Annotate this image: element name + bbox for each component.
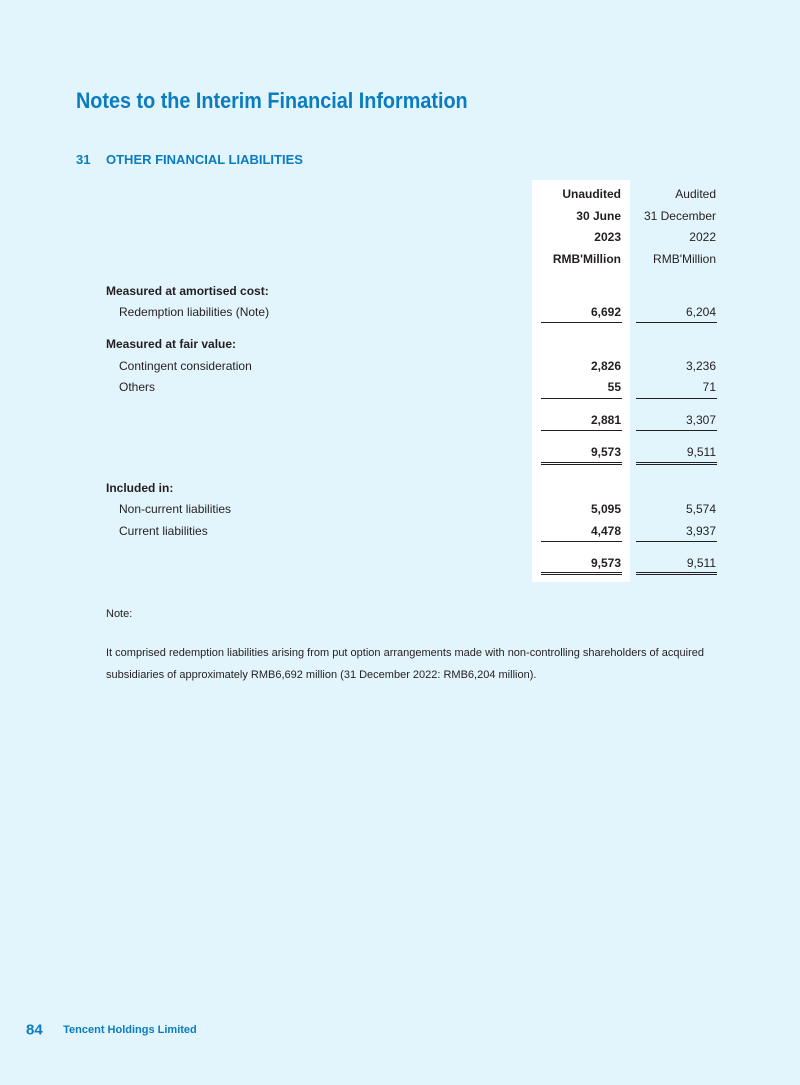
company-name: Tencent Holdings Limited [63,1023,197,1036]
rule-line [636,322,717,323]
page-number: 84 [26,1021,43,1039]
fair-subtotal-2023: 2,881 [590,413,621,427]
non-current-row [0,499,800,519]
header-row-date [0,206,800,226]
col2-unit: RMB'Million [653,252,716,266]
fair-subtotal-row [0,410,800,430]
total-2022: 9,511 [686,445,716,459]
current-2022: 3,937 [685,524,716,538]
redemption-value-2023: 6,692 [590,305,621,319]
header-row-year [0,227,800,247]
current-2023: 4,478 [590,524,621,538]
others-value-2023: 55 [607,380,621,394]
others-row [0,377,800,397]
included-heading: Included in: [106,481,174,495]
contingent-value-2023: 2,826 [590,359,621,373]
non-current-2023: 5,095 [590,502,621,516]
double-rule-line [636,572,717,575]
non-current-label: Non-current liabilities [119,502,232,516]
page-footer [26,1021,197,1039]
others-value-2022: 71 [702,380,716,394]
note-text: It comprised redemption liabilities arising from put option arrangements made with non-controlling shareholders of acquired subsidiaries of approximately RMB6,692 million (31 December 2022: RMB6,204 million). [106,647,704,681]
redemption-label: Redemption liabilities (Note) [119,305,270,319]
header-row-unit [0,249,800,269]
section-number: 31 [76,152,91,167]
rule-line [541,541,622,542]
current-label: Current liabilities [119,524,208,538]
fair-heading: Measured at fair value: [106,337,237,351]
included-total-2022: 9,511 [686,556,716,570]
amortised-heading-row [0,281,800,301]
header-row-status [0,184,800,204]
total-2023: 9,573 [590,445,621,459]
page-title: Notes to the Interim Financial Information [76,88,468,113]
included-total-2023: 9,573 [590,556,621,570]
col1-year: 2023 [594,230,621,244]
col2-status: Audited [675,187,716,201]
rule-line [541,398,622,399]
included-total-row [0,553,800,573]
col2-year: 2022 [689,230,716,244]
fair-heading-row [0,334,800,354]
section-title: OTHER FINANCIAL LIABILITIES [106,152,303,167]
rule-line [636,430,717,431]
contingent-row [0,356,800,376]
note-label: Note: [106,608,133,620]
col1-status: Unaudited [562,187,621,201]
amortised-heading: Measured at amortised cost: [106,284,269,298]
double-rule-line [541,572,622,575]
redemption-row [0,302,800,322]
others-label: Others [119,380,156,394]
rule-line [636,398,717,399]
redemption-value-2022: 6,204 [685,305,716,319]
col1-unit: RMB'Million [552,252,621,266]
current-row [0,521,800,541]
col2-date: 31 December [643,209,716,223]
rule-line [541,322,622,323]
rule-line [636,541,717,542]
included-heading-row [0,478,800,498]
contingent-label: Contingent consideration [119,359,252,373]
fair-subtotal-2022: 3,307 [685,413,716,427]
double-rule-line [636,462,717,465]
double-rule-line [541,462,622,465]
contingent-value-2022: 3,236 [685,359,716,373]
col1-date: 30 June [576,209,621,223]
non-current-2022: 5,574 [685,502,716,516]
rule-line [541,430,622,431]
total-row [0,442,800,462]
section-heading [76,152,303,167]
